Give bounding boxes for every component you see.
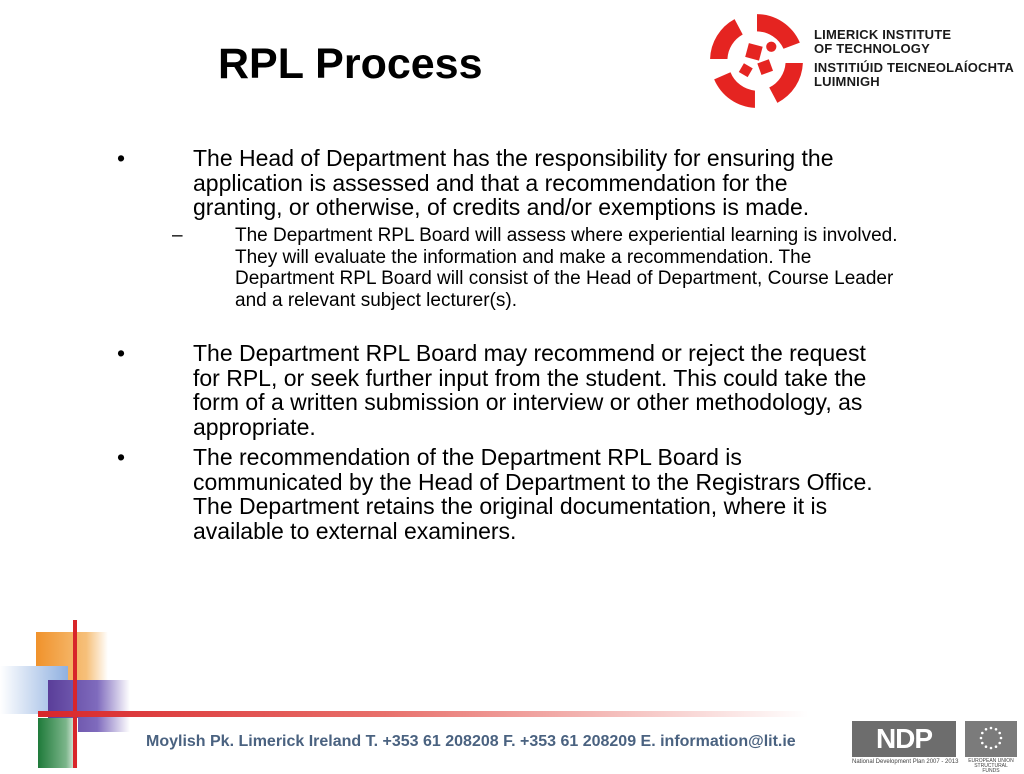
slide-title: RPL Process bbox=[218, 40, 483, 88]
eu-logo bbox=[965, 721, 1017, 774]
red-vertical-line bbox=[73, 620, 77, 768]
eu-flag-icon bbox=[965, 721, 1017, 757]
lit-emblem-icon bbox=[706, 10, 808, 112]
bullet-text: The recommendation of the Department RPL Board is communicated by the Head of Department to the Registrars Office. The Department retains the original documentation, where it is available to external examiners. bbox=[193, 444, 873, 544]
sub-bullet-item bbox=[172, 225, 905, 311]
footer-divider bbox=[38, 711, 808, 717]
bullet-mark: • bbox=[117, 444, 126, 470]
sub-bullet-mark: – bbox=[172, 225, 183, 246]
ndp-logo-mark: NDP bbox=[852, 721, 956, 757]
eu-stars-icon bbox=[965, 721, 1017, 757]
eu-caption bbox=[965, 759, 1017, 774]
eu-caption-line-2: STRUCTURAL FUNDS bbox=[974, 763, 1008, 774]
lit-logo-text bbox=[814, 28, 1014, 89]
bullet-text: The Department RPL Board may recommend or reject the request for RPL, or seek further input from the student. This could take the form of a written submission or interview or other methodology, as appropriate. bbox=[193, 340, 867, 440]
decorative-squares bbox=[0, 620, 140, 768]
eu-caption-line-1: EUROPEAN UNION bbox=[968, 758, 1014, 764]
logo-line-1: LIMERICK INSTITUTE bbox=[814, 27, 952, 42]
bullet-mark: • bbox=[117, 340, 126, 366]
ndp-logo bbox=[852, 721, 959, 767]
bullet-item bbox=[117, 145, 883, 220]
bullet-text: The Head of Department has the responsibility for ensuring the application is assessed and that a recommendation for the granting, or otherwise, of credits and/or exemptions is made. bbox=[193, 145, 834, 220]
lit-logo bbox=[706, 10, 1016, 114]
bullet-item bbox=[117, 444, 883, 544]
bullet-mark: • bbox=[117, 145, 126, 171]
green-square bbox=[38, 718, 78, 768]
bullet-item bbox=[117, 340, 883, 440]
logo-line-2: OF TECHNOLOGY bbox=[814, 41, 930, 56]
sub-bullet-text: The Department RPL Board will assess where experiential learning is involved. They will evaluate the information and make a recommendation. The Department RPL Board will consist of the Head of Department, Course Leader and a relevant subject lecturer(s). bbox=[235, 225, 898, 311]
ndp-caption: National Development Plan 2007 - 2013 bbox=[852, 759, 959, 765]
footer-contact: Moylish Pk. Limerick Ireland T. +353 61 208208 F. +353 61 208209 E. information@lit.ie bbox=[146, 733, 796, 750]
logo-line-4: LUIMNIGH bbox=[814, 74, 880, 89]
logo-line-3: INSTITIÚID TEICNEOLAÍOCHTA bbox=[814, 60, 1014, 75]
